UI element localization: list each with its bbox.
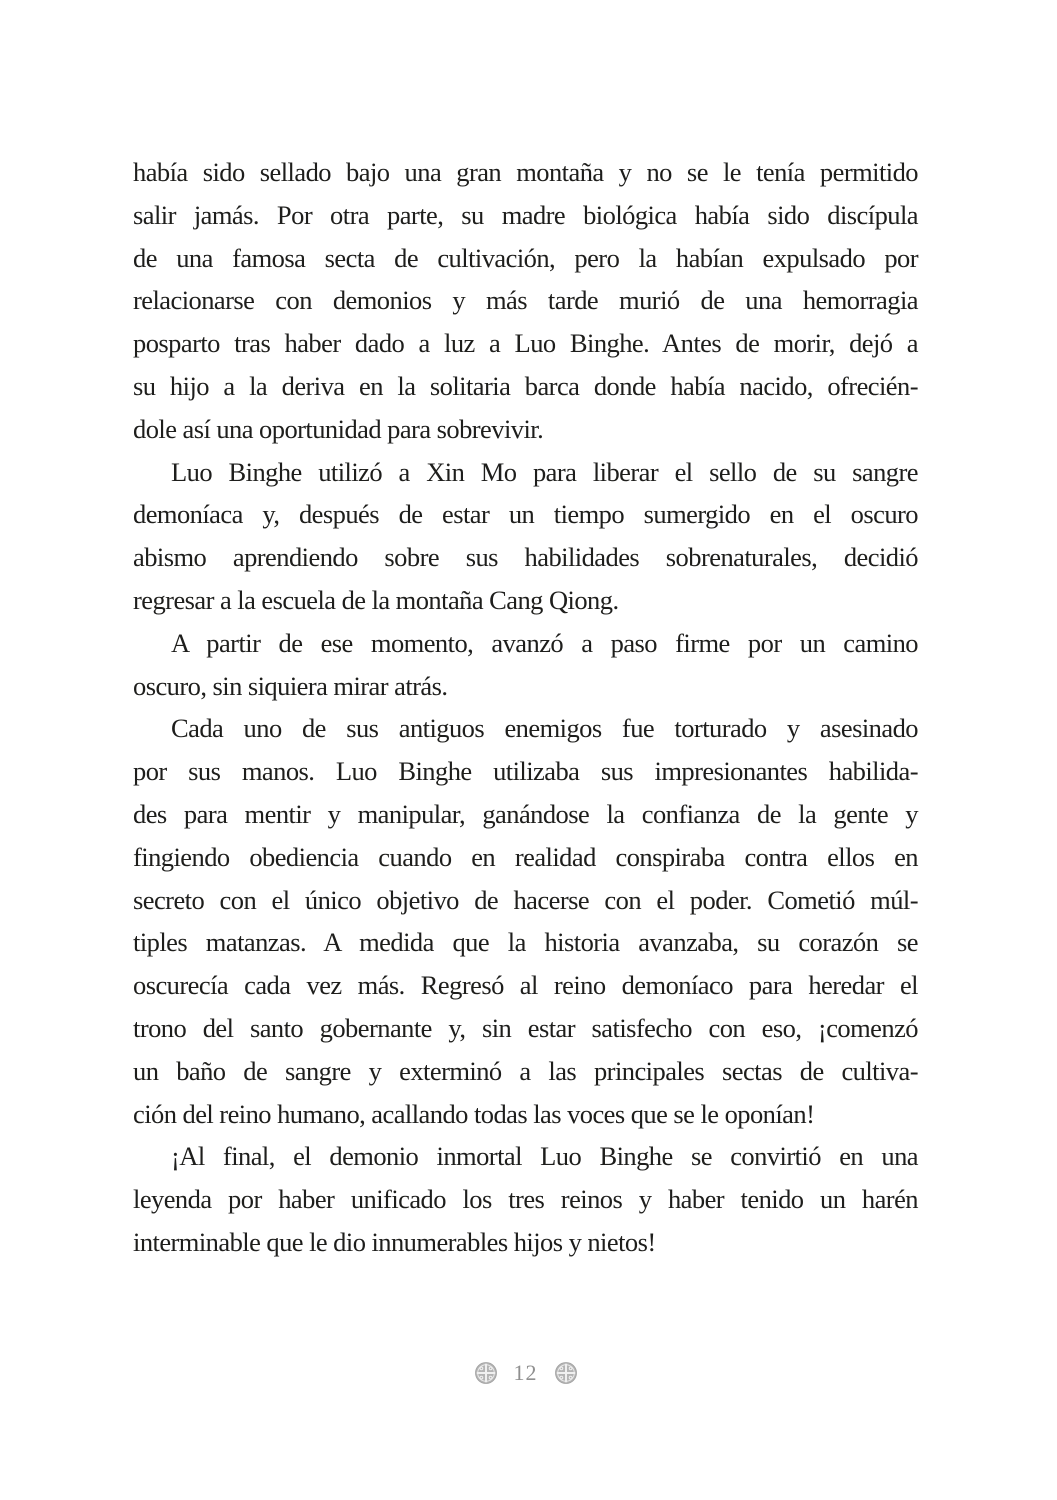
text-line: dole así una oportunidad para sobrevivir. (133, 413, 544, 444)
text-line: por sus manos. Luo Binghe utilizaba sus impresionantes habilida- (133, 756, 918, 787)
text-line: ¡Al final, el demonio inmortal Luo Binghe se convirtió en una (171, 1141, 918, 1172)
text-line: tiples matanzas. A medida que la historia avanzaba, su corazón se (133, 927, 918, 958)
text-line: Cada uno de sus antiguos enemigos fue torturado y asesinado (171, 713, 918, 744)
text-line: trono del santo gobernante y, sin estar satisfecho con eso, ¡comenzó (133, 1012, 918, 1043)
text-line: demoníaca y, después de estar un tiempo sumergido en el oscuro (133, 499, 918, 530)
text-line: leyenda por haber unificado los tres reinos y haber tenido un harén (133, 1184, 918, 1215)
paragraph (133, 451, 918, 622)
text-line: A partir de ese momento, avanzó a paso firme por un camino (171, 627, 918, 658)
paragraph (133, 151, 918, 451)
text-line: abismo aprendiendo sobre sus habilidades sobrenaturales, decidió (133, 542, 918, 573)
text-line: interminable que le dio innumerables hijos y nietos! (133, 1226, 656, 1257)
text-line: había sido sellado bajo una gran montaña y no se le tenía permitido (133, 157, 918, 187)
text-line: un baño de sangre y exterminó a las principales sectas de cultiva- (133, 1055, 918, 1086)
text-line: ción del reino humano, acallando todas las voces que se le oponían! (133, 1098, 815, 1129)
text-line: regresar a la escuela de la montaña Cang Qiong. (133, 584, 619, 615)
paragraph (133, 1135, 918, 1263)
text-line: des para mentir y manipular, ganándose la confianza de la gente y (133, 798, 918, 829)
text-line: Luo Binghe utilizó a Xin Mo para liberar el sello de su sangre (171, 456, 918, 487)
page-footer (133, 1352, 918, 1394)
text-line: fingiendo obediencia cuando en realidad conspiraba contra ellos en (133, 841, 918, 872)
text-line: posparto tras haber dado a luz a Luo Binghe. Antes de morir, dejó a (133, 328, 918, 359)
medallion-ornament-left (475, 1362, 497, 1384)
text-line: oscuro, sin siquiera mirar atrás. (133, 670, 448, 701)
paragraph (133, 622, 918, 708)
text-line: relacionarse con demonios y más tarde murió de una hemorragia (133, 285, 918, 316)
paragraph (133, 707, 918, 1135)
text-line: su hijo a la deriva en la solitaria barca donde había nacido, ofrecién- (133, 370, 918, 401)
text-line: secreto con el único objetivo de hacerse con el poder. Cometió múl- (133, 884, 918, 915)
text-line: oscurecía cada vez más. Regresó al reino demoníaco para heredar el (133, 970, 918, 1001)
page-number: 12 (513, 1360, 538, 1385)
body-text (133, 151, 918, 1264)
medallion-ornament-right (555, 1362, 577, 1384)
text-line: salir jamás. Por otra parte, su madre biológica había sido discípula (133, 199, 918, 230)
text-line: de una famosa secta de cultivación, pero la habían expulsado por (133, 242, 918, 273)
